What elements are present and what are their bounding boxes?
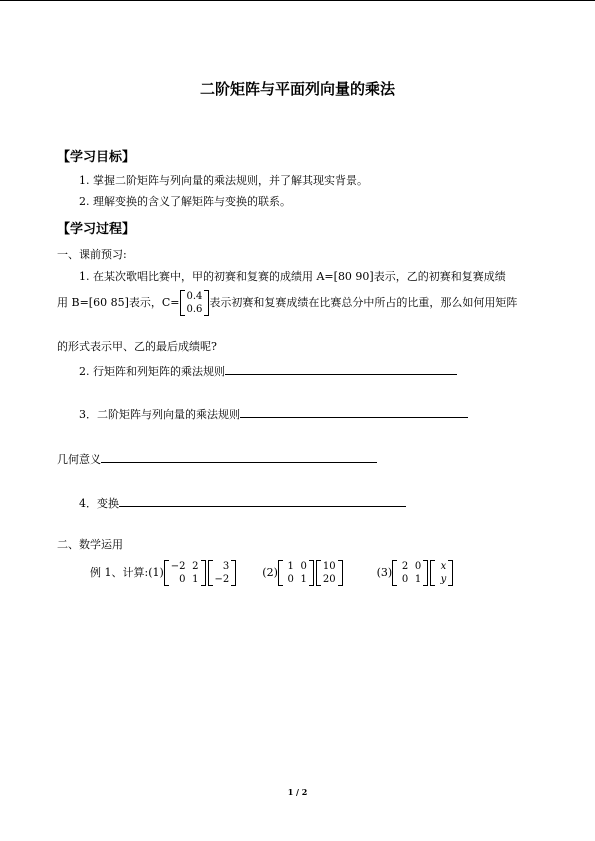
- page-top-rule: [0, 0, 595, 1]
- matrix-cell: 0: [179, 574, 186, 585]
- matrix-cell: 0: [300, 561, 307, 572]
- geometric-meaning: [57, 450, 377, 467]
- matrix-cell: 0.4: [186, 291, 203, 302]
- weight-matrix-c: [180, 290, 210, 316]
- question-2: [79, 362, 457, 379]
- vector-cell: 20: [322, 574, 336, 585]
- vector-1: [208, 560, 237, 586]
- question-1-line2-end: 表示初赛和复赛成绩在比赛总分中所占的比重，那么如何用矩阵: [209, 296, 518, 309]
- answer-blank-4[interactable]: [119, 494, 406, 507]
- matrix-cell: 0: [414, 561, 422, 572]
- process-heading: 【学习过程】: [57, 222, 136, 237]
- example-tag-2: (2): [262, 566, 278, 579]
- vector-cell: y: [440, 574, 447, 585]
- matrix-1: [164, 560, 206, 586]
- question-3: [79, 405, 468, 422]
- matrix-2: [278, 560, 314, 586]
- matrix-cell: 2: [401, 561, 409, 572]
- goal-item-1: 1. 掌握二阶矩阵与列向量的乘法规则，并了解其现实背景。: [79, 174, 368, 187]
- goal-item-2: 2. 理解变换的含义了解矩阵与变换的联系。: [79, 195, 291, 208]
- question-1-line3: 的形式表示甲、乙的最后成绩呢?: [57, 340, 217, 353]
- part1-label: 一、课前预习:: [57, 248, 127, 261]
- vector-cell: x: [440, 561, 447, 572]
- matrix-cell: −2: [170, 561, 186, 572]
- page-title: 二阶矩阵与平面列向量的乘法: [199, 80, 395, 98]
- part2-label: 二、数学运用: [57, 538, 123, 551]
- answer-blank-geo[interactable]: [101, 450, 377, 463]
- vector-cell: −2: [214, 574, 230, 585]
- question-1-line2-start: 用 B=[60 85]表示，C=: [57, 296, 180, 309]
- matrix-cell: 0: [287, 574, 294, 585]
- example-1: [90, 560, 453, 586]
- matrix-cell: 0: [401, 574, 409, 585]
- vector-3: [430, 560, 453, 586]
- geometric-meaning-text: 几何意义: [57, 453, 101, 466]
- matrix-3: [392, 560, 428, 586]
- example-tag-1: (1): [148, 566, 164, 579]
- matrix-cell: 2: [192, 561, 199, 572]
- page-number: 1 / 2: [287, 787, 308, 797]
- matrix-cell: 1: [287, 561, 294, 572]
- question-2-text: 2. 行矩阵和列矩阵的乘法规则: [79, 365, 225, 378]
- question-3-text: 3．二阶矩阵与列向量的乘法规则: [79, 408, 240, 421]
- question-4-text: 4．变换: [79, 497, 119, 510]
- question-1-line1: 1. 在某次歌唱比赛中，甲的初赛和复赛的成绩用 A=[80 90]表示，乙的初赛和复赛成绩: [79, 270, 506, 283]
- question-4: [79, 494, 406, 511]
- question-1-line2: [57, 290, 517, 316]
- matrix-cell: 1: [192, 574, 199, 585]
- vector-cell: 3: [222, 561, 230, 572]
- example-1-prefix: 例 1、计算:: [90, 566, 149, 579]
- vector-cell: 10: [322, 561, 336, 572]
- vector-2: [316, 560, 343, 586]
- answer-blank-3[interactable]: [240, 405, 468, 418]
- goals-heading: 【学习目标】: [57, 150, 136, 165]
- matrix-cell: 1: [414, 574, 422, 585]
- matrix-cell: 1: [300, 574, 307, 585]
- matrix-cell: 0.6: [186, 304, 203, 315]
- example-tag-3: (3): [376, 566, 393, 579]
- answer-blank-2[interactable]: [225, 362, 457, 375]
